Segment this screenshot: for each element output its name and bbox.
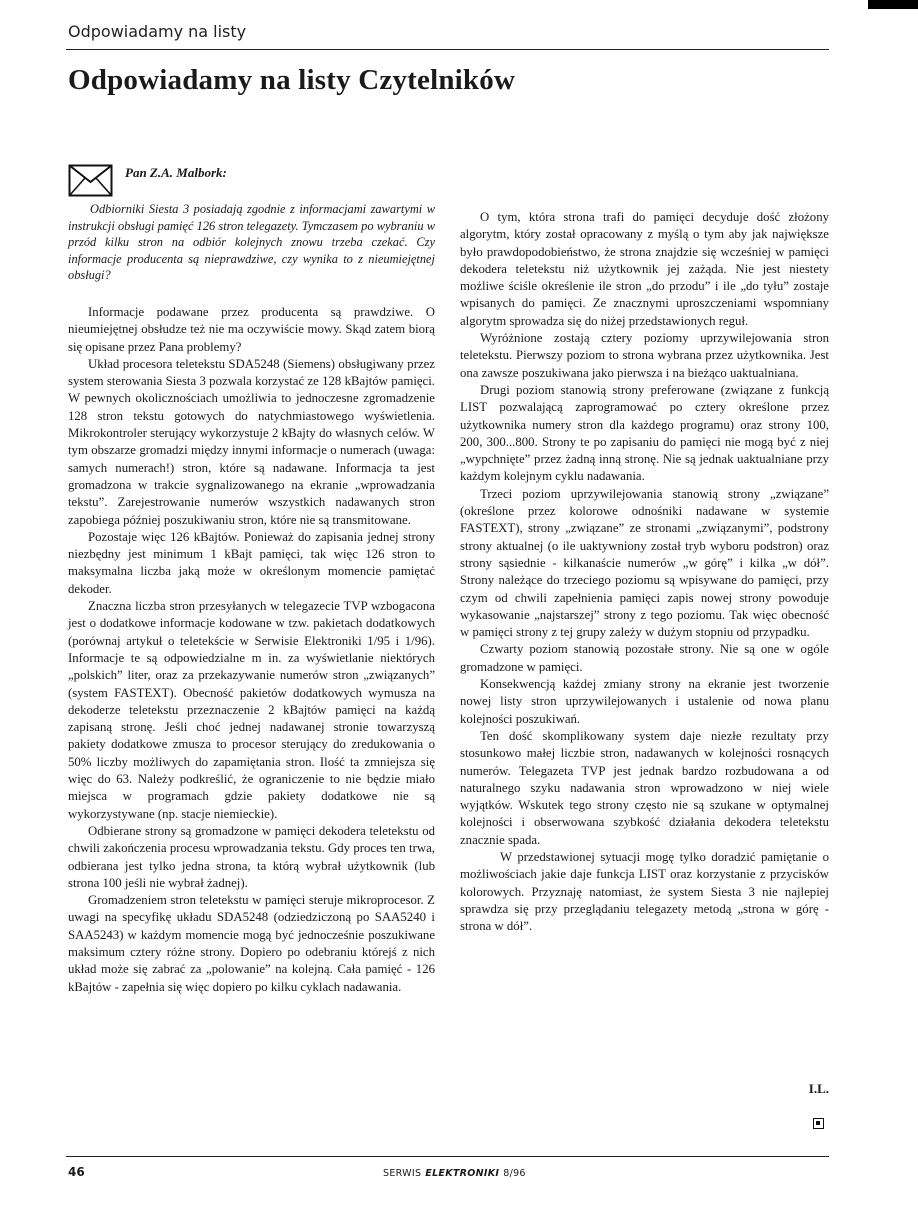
header-rule: [66, 49, 829, 50]
article-title: Odpowiadamy na listy Czytelników: [68, 64, 516, 96]
answer-paragraph: Pozostaje więc 126 kBajtów. Ponieważ do zapisania jednej strony niezbędny jest minimum 1 kBajt pamięci, tak więc 126 stron to maksymalna liczba jaką może w określonym momencie pamiętać dekoder.: [68, 529, 435, 596]
answer-paragraph: Gromadzeniem stron teletekstu w pamięci steruje mikroprocesor. Z uwagi na specyfikę układu SDA5248 (odziedziczoną po SAA5240 i SAA5243) w każdym momencie mogą być jednocześnie poszukiwane maksimum cztery różne strony. Dopiero po odebraniu którejś z nich układ może się zabrać za „polowanie” na kolejną. Cała pamięć - 126 kBajtów - zapełnia się więc dopiero po kilku cyklach nadawania.: [68, 893, 435, 994]
answer-paragraph: Trzeci poziom uprzywilejowania stanowią strony „związane” (określone przez kolorowe odnośniki nadawane w systemie FASTEXT), strony „związane” ze stronami „związanymi”, podstrony strony aktualnej (o ile uaktywniony został tryb wyboru podstron) oraz strony sąsiednie - kilkanaście numerów „w górę” i kilka „w dół”. Strony należące do trzeciego poziomu są wpisywane do pamięci, przy czym od chwili zapełnienia pamięci zapis nowej strony powoduje wykasowanie „najstarszej” strony z tego poziomu. Tak więc obecność w pamięci strony z tej grupy zależy w dużym stopniu od przypadku.: [460, 486, 829, 640]
answer-column-right: [460, 209, 829, 935]
issue-number: 8/96: [503, 1168, 526, 1179]
letter-sender: Pan Z.A. Malbork:: [125, 165, 227, 180]
answer-paragraph: Informacje podawane przez producenta są prawdziwe. O nieumiejętnej obsłudze też nie ma oczywiście mowy. Skąd zatem biorą się opisane przez Pana problemy?: [68, 305, 435, 354]
answer-paragraph: Wyróżnione zostają cztery poziomy uprzywilejowania stron teletekstu. Pierwszy poziom to strona wybrana przez użytkownika. Jest ona zawsze poszukiwana jako pierwsza i na bieżąco uaktualniana.: [460, 331, 829, 380]
answer-paragraph: O tym, która strona trafi do pamięci decyduje dość złożony algorytm, który został opracowany z myślą o tym aby jak największe było prawdopodobieństwo, że strona znajdzie się wcześniej w pamięci dekodera teletekstu niż użytkownik jej zażąda. Nie jest niestety możliwe ściśle określenie ile stron „do przodu” i ile „do tyłu” zostaje wpisanych do pamięci. Ze znacznymi uproszczeniami wspomniany algorytm sprowadza się do niżej przedstawionych reguł.: [460, 210, 829, 328]
reader-question: Odbiorniki Siesta 3 posiadają zgodnie z informacjami zawartymi w instrukcji obsługi pamięć 126 stron telegazety. Tymczasem po wybraniu w przód kilku stron na odbiór kolejnych znowu trzeba czekać. Czy informacje producenta są nieprawdziwe, czy wynika to z nieumiejętnej obsługi?: [68, 202, 435, 283]
magazine-prefix: SERWIS: [383, 1168, 422, 1179]
scan-edge-mark: [868, 0, 918, 9]
answer-paragraph: W przedstawionej sytuacji mogę tylko doradzić pamiętanie o możliwościach jakie daje funkcja LIST oraz korzystanie z przycisków kolorowych. Przyznaję natomiast, że system Siesta 3 nie najlepiej sprawdza się przy przeglądaniu telegazety metodą „strona w górę - strona w dół”.: [460, 849, 829, 934]
running-head: Odpowiadamy na listy: [68, 22, 247, 41]
answer-paragraph: Drugi poziom stanowią strony preferowane (związane z funkcją LIST pozwalającą zaprogramować po cztery określone przez użytkownika numery stron dla każdego programu) oraz strony 100, 200, 300...800. Strony te po zapisaniu do pamięci nie mogą być z niej „wypchnięte” przez żadną inną stronę. Nie są jednak uaktualniane przy każdym kolejnym cyklu nadawania.: [460, 382, 829, 484]
magazine-issue: [383, 1168, 530, 1179]
answer-paragraph: Układ procesora teletekstu SDA5248 (Siemens) obsługiwany przez system sterowania Siesta 3 pozwala korzystać ze 128 kBajtów pamięci. W pewnych okolicznościach umożliwia to jednoczesne zgromadzenie 128 stron tekstu gotowych do natychmiastowego wyświetlenia. Mikrokontroler sterujący wykorzystuje 2 kBajty do własnych celów. W tym obszarze gromadzi między innymi informacje o numerach (uwaga: samych numerach!) stron, które są nadawane. Informacja ta jest gromadzona w trakcie sygnalizowanego na ekranie „wprowadzania tekstu”. Zarejestrowanie numerów wszystkich nadawanych stron zapobiega później poszukiwaniu stron, które nie są transmitowane.: [68, 356, 435, 527]
answer-column-left: [68, 304, 435, 996]
answer-paragraph: Ten dość skomplikowany system daje niezłe rezultaty przy stosunkowo małej liczbie stron, nadawanych w kolejności rosnących numerów. Telegazeta TVP jest jednak bardzo rozbudowana a od naturalnego szyku nadawania stron wprowadzono w niej wiele wyjątków. Wskutek tego strony często nie są szukane w optymalnej kolejności i obserwowana szybkość działania dekodera teletekstu znacznie spada.: [460, 728, 829, 847]
author-signature: I.L.: [808, 1081, 829, 1096]
end-of-article-icon: [813, 1118, 824, 1129]
answer-paragraph: Odbierane strony są gromadzone w pamięci dekodera teletekstu od chwili zakończenia procesu wprowadzania tekstu. Gdy proces ten trwa, odbierana jest tylko jedna strona, ta którą wybrał użytkownik (lub strona 100 jeśli nie wybrał żadnej).: [68, 823, 435, 890]
footer-rule: [66, 1156, 829, 1157]
page-number: 46: [68, 1165, 85, 1179]
answer-paragraph: Znaczna liczba stron przesyłanych w telegazecie TVP wzbogacona jest o dodatkowe informacje kodowane w tzw. pakietach dodatkowych (porównaj artykuł o teletekście w Serwisie Elektroniki 1/95 i 1/96). Informacje te są odpowiedzialne m in. za wyświetlanie niektórych „polskich” liter, oraz za przekazywanie numerów stron „związanych” (system FASTEXT). Obecność pakietów dodatkowych wymusza na dekoderze teletekstu przeznaczenie 2 kBajtów pamięci na każdą zapisaną stronę. Jeśli choć jednej nadawanej stronie towarzyszą pakiety dodatkowe zmusza to procesor sterujący do zredukowania o 50% liczby możliwych do zapamiętania stron. Ilość ta zmniejsza się więc do 63. Należy podkreślić, że ograniczenie to nie będzie miało miejsca w programach gdzie pakiety dodatkowe nie są wykorzystywane (np. stacje niemieckie).: [68, 599, 435, 821]
magazine-brand: ELEKTRONIKI: [425, 1168, 500, 1179]
answer-paragraph: Konsekwencją każdej zmiany strony na ekranie jest tworzenie nowej listy stron uprzywilejowanych i ustalenie od nowa planu kolejności poszukiwań.: [460, 677, 829, 726]
answer-paragraph: Czwarty poziom stanowią pozostałe strony. Nie są one w ogóle gromadzone w pamięci.: [460, 642, 829, 674]
envelope-icon: [68, 164, 113, 197]
